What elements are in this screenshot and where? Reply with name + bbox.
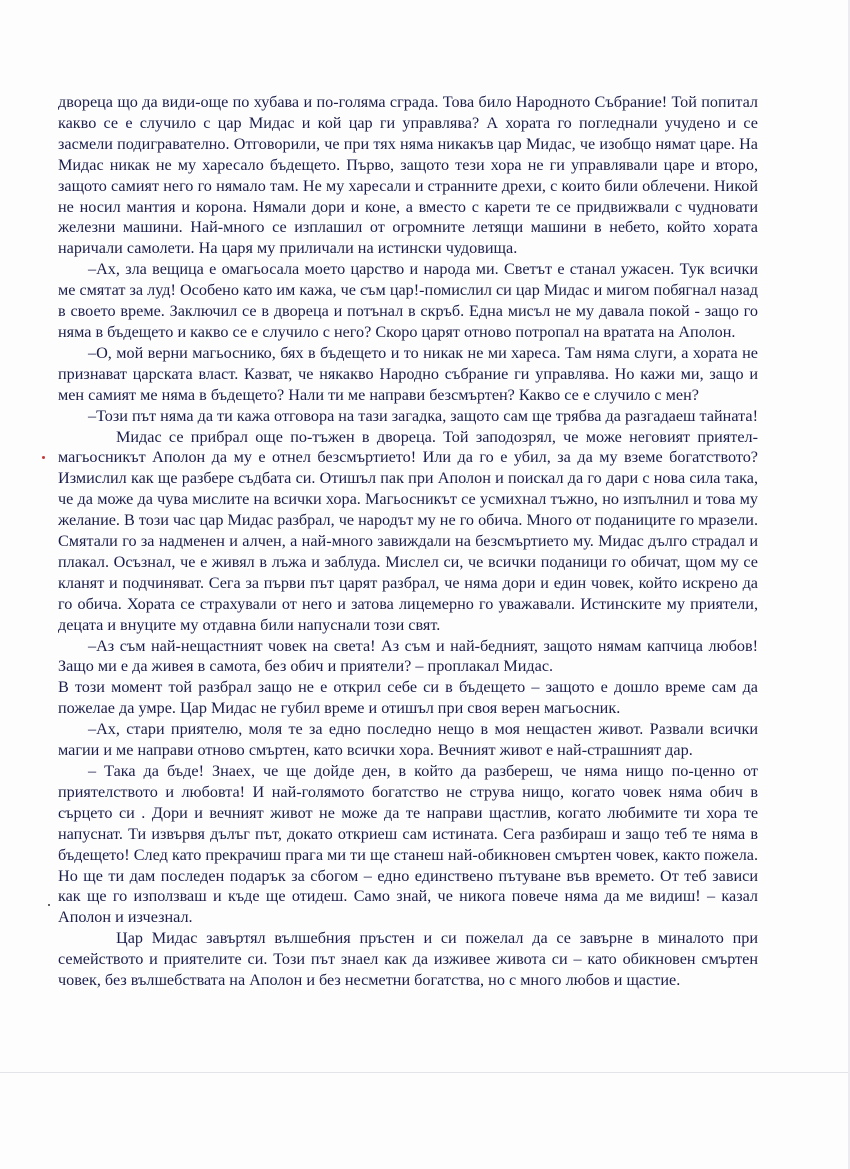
- paragraph-5: Мидас се прибрал още по-тъжен в двореца. Той заподозрял, че може неговият приятел-магьосникът Аполон да му е отнел безсмъртието! Или да го е убил, за да му вземе богатството? Измислил как ще разбере съдбата си. Отишъл пак при Аполон и поискал да го дари с нова сила така, че да може да чува мислите на всички хора. Магьосникът се усмихнал тъжно, но изпълнил и това му желание. В този час цар Мидас разбрал, че народът му не го обича. Много от поданиците го мразели. Смятали го за надменен и алчен, а най-много завиждали на безсмъртието му. Мидас дълго страдал и плакал. Осъзнал, че е живял в лъжа и заблуда. Мислел си, че всички поданици го обичат, щом му се кланят и подчиняват. Сега за първи път царят разбрал, че няма дори и един човек, който искрено да го обича. Хората се страхували от него и затова лицемерно го уважавали. Истинските му приятели, децата и внуците му отдавна били напуснали този свят.: [58, 427, 758, 634]
- paragraph-8: –Ах, стари приятелю, моля те за едно последно нещо в моя нещастен живот. Развали всички магии и ме направи отново смъртен, като всички хора. Вечният живот е най-страшният дар.: [58, 720, 758, 760]
- scan-fold-line: [0, 1072, 850, 1073]
- paragraph-10: Цар Мидас завъртял вълшебния пръстен и си пожелал да се завърне в миналото при семейството и приятелите си. Този път знаел как да изживее живота си – като обикновен смъртен човек, без вълшебствата на Аполон и без несметни богатства, но с много любов и щастие.: [58, 929, 758, 990]
- paragraph-1: двореца що да види-още по хубава и по-голяма сграда. Това било Народното Събрание! Той попитал какво се е случило с цар Мидас и кой цар ги управлява? А хората го погледнали учудено и се засмели подигравателно. Отговорили, че при тях няма никакъв цар Мидас, че изобщо нямат царе. На Мидас никак не му харесало бъдещето. Първо, защото тези хора не ги управлявали царе и второ, защото самият него го нямало там. Не му харесали и странните дрехи, с които били облечени. Никой не носил мантия и корона. Нямали дори и коне, а вместо с карети те се придвижвали с чудновати железни машини. Най-много се изплашил от огромните летящи машини в небето, който хората наричали самолети. На царя му приличали на истински чудовища.: [58, 93, 758, 258]
- paragraph-7: В този момент той разбрал защо не е открил себе си в бъдещето – защото е дошло време сам да пожелае да умре. Цар Мидас не губил време и отишъл при своя верен магьосник.: [58, 678, 758, 718]
- paragraph-9: – Така да бъде! Знаех, че ще дойде ден, в който да разбереш, че няма нищо по-ценно от приятелството и любовта! И най-голямото богатство не струва нищо, когато човек няма обич в сърцето си . Дори и вечният живот не може да те направи щастлив, когато любимите ти хора те напуснат. Ти извървя дълъг път, докато откриеш сам истината. Сега разбираш и защо теб те няма в бъдещето! След като прекрачиш прага ми ти ще станеш най-обикновен смъртен човек, както пожела. Но ще ти дам последен подарък за сбогом – едно единствено пътуване във времето. От теб зависи как ще го използваш и къде ще отидеш. Само знай, че никога повече няма да ме видиш! – казал Аполон и изчезнал.: [58, 762, 758, 927]
- paragraph-6: –Аз съм най-нещастният човек на света! Аз съм и най-бедният, защото нямам капчица любов! Защо ми е да живея в самота, без обич и приятели? – проплакал Мидас.: [58, 636, 758, 676]
- paragraph-4: –Този път няма да ти кажа отговора на тази загадка, защото сам ще трябва да разгадаеш тайната!: [88, 406, 758, 425]
- scan-speck: [48, 904, 50, 906]
- paragraph-2: –Ах, зла вещица е омагьосала моето царство и народа ми. Светът е станал ужасен. Тук всички ме смятат за луд! Особено като им кажа, че съм цар!-помислил си цар Мидас и мигом побягнал назад в своето време. Заключил се в двореца и потънал в скръб. Една мисъл не му давала покой - защо го няма в бъдещето и какво се е случило с него? Скоро царят отново потропал на вратата на Аполон.: [58, 260, 758, 341]
- story-text: [58, 92, 758, 991]
- scan-speck: [42, 456, 45, 459]
- paragraph-3: –О, мой верни магьоснико, бях в бъдещето и то никак не ми хареса. Там няма слуги, а хората не признават царската власт. Казват, че някакво Народно събрание ги управлява. Но кажи ми, защо и мен самият ме няма в бъдещето? Нали ти ме направи безсмъртен? Какво се е случило с мен?: [58, 343, 758, 404]
